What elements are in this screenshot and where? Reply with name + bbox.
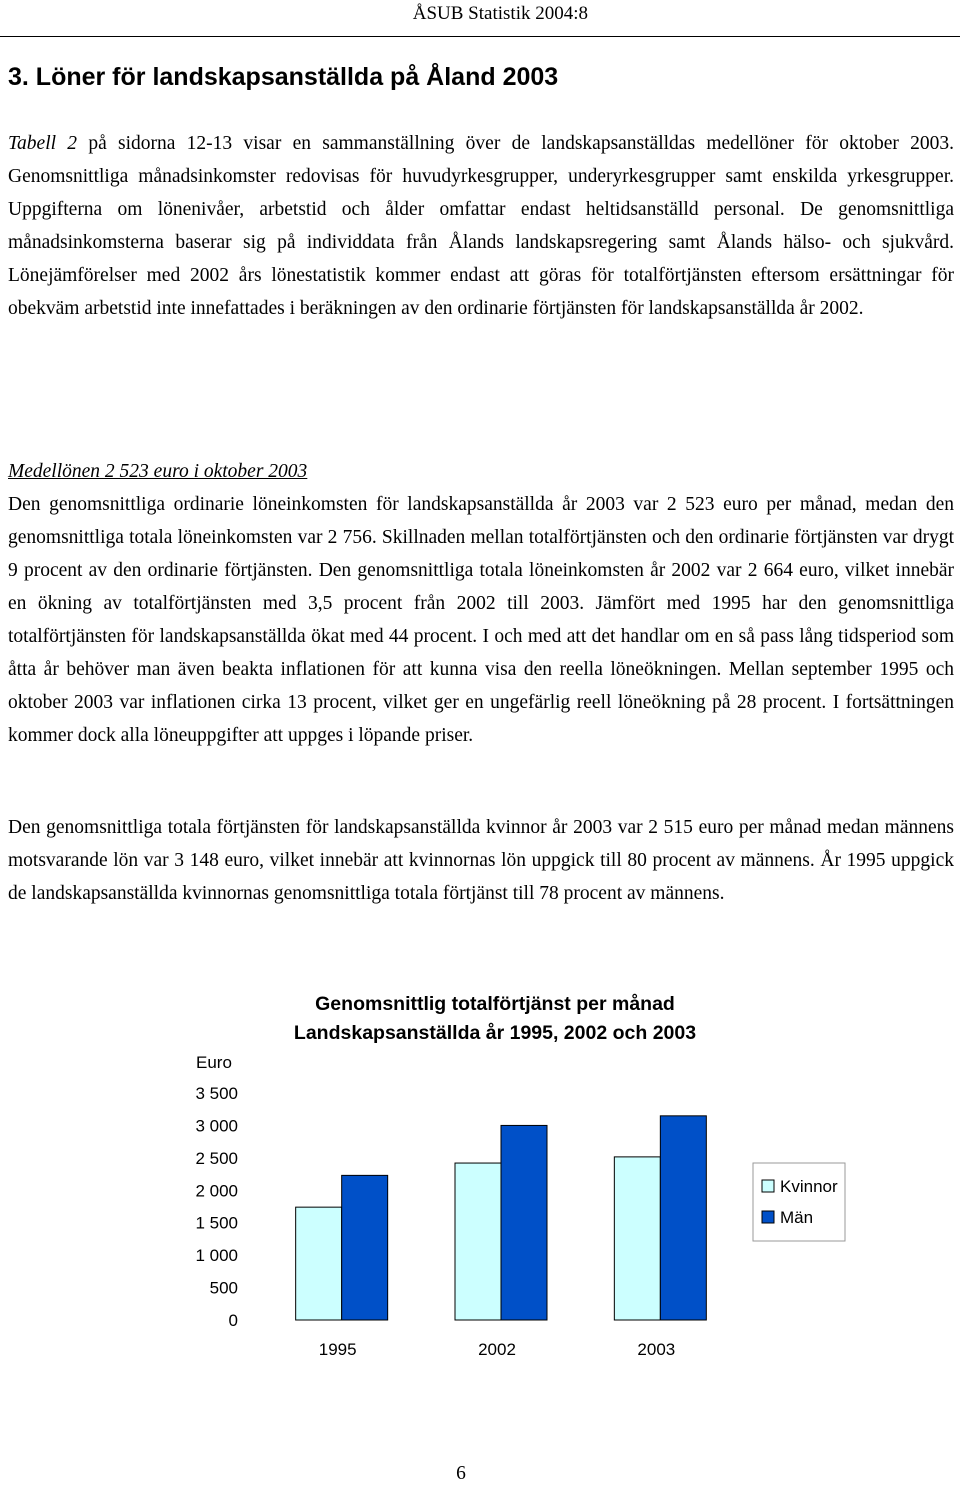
x-tick-label: 1995 — [318, 1340, 357, 1359]
y-tick-label: 3 500 — [195, 1084, 238, 1103]
x-tick-label: 2002 — [478, 1340, 516, 1359]
legend-swatch — [762, 1211, 774, 1223]
average-salary-heading: Medellönen 2 523 euro i oktober 2003 — [8, 461, 308, 482]
y-tick-label: 3 000 — [195, 1116, 238, 1136]
bar-kvinnor-2002 — [455, 1163, 501, 1320]
bar-mn-2003 — [660, 1116, 706, 1320]
y-tick-label: 1 000 — [195, 1246, 238, 1266]
bar-kvinnor-1995 — [296, 1207, 342, 1320]
bar-kvinnor-2003 — [614, 1157, 660, 1320]
legend-label: Kvinnor — [780, 1177, 838, 1196]
bar-mn-1995 — [342, 1175, 388, 1320]
chart-title: Genomsnittlig totalförtjänst per månad — [315, 993, 675, 1015]
y-tick-label: 1 500 — [195, 1213, 238, 1233]
y-tick-label: 2 000 — [195, 1181, 238, 1201]
bar-mn-2002 — [501, 1125, 547, 1320]
page-number: 6 — [456, 1463, 466, 1484]
running-header: ÅSUB Statistik 2004:8 — [412, 3, 588, 24]
intro-paragraph-text: på sidorna 12-13 visar en sammanställning över de landskapsanställdas medellöner för oktober 2003. Genomsnittliga månadsinkomster redovisas för huvudyrkesgrupper, underyrkesgrupper samt enskilda yrkesgrupper. Uppgifterna om lönenivåer, arbetstid och ålder omfattar endast heltidsanställd personal. De genomsnittliga månadsinkomsterna baserar sig på individdata från Ålands landskapsregering samt Ålands hälso- och sjukvård. Lönejämförelser med 2002 års lönestatistik kommer endast att göras för totalförtjänsten eftersom ersättningar för obekväm arbetstid inte innefattades i beräkningen av den ordinarie förtjänsten för landskapsanställda år 2002. — [8, 133, 954, 319]
table-reference: Tabell 2 — [8, 133, 78, 154]
y-axis-label: Euro — [196, 1053, 232, 1072]
section-heading: 3. Löner för landskapsanställda på Åland 2003 — [8, 63, 559, 91]
gender-comparison-paragraph: Den genomsnittliga totala förtjänsten för landskapsanställda kvinnor år 2003 var 2 515 euro per månad medan männens motsvarande lön var 3 148 euro, vilket innebär att kvinnornas lön uppgick till 80 procent av männens. År 1995 uppgick de landskapsanställda kvinnornas genomsnittliga totala förtjänst till 78 procent av männens. — [8, 817, 954, 904]
average-salary-paragraph — [8, 455, 954, 752]
x-tick-label: 2003 — [637, 1340, 676, 1359]
average-salary-text: Den genomsnittliga ordinarie löneinkomsten för landskapsanställda år 2003 var 2 523 euro per månad, medan den genomsnittliga totala löneinkomsten var 2 756. Skillnaden mellan totalförtjänsten och den ordinarie förtjänsten var drygt 9 procent av den ordinarie förtjänsten. Den genomsnittliga totala löneinkomsten år 2002 var 2 664 euro, vilket innebär en ökning av totalförtjänsten med 3,5 procent från 2002 till 2003. Jämfört med 1995 har den genomsnittliga totalförtjänsten för landskapsanställda ökat med 44 procent. I och med att det handlar om en så pass lång tidsperiod som åtta år behöver man även beakta inflationen för att kunna visa den reella löneökningen. Mellan september 1995 och oktober 2003 var inflationen cirka 13 procent, vilket ger en ungefärlig reell löneökning på 28 procent. I fortsättningen kommer dock alla löneuppgifter att uppges i löpande priser. — [8, 494, 954, 746]
header-rule — [0, 36, 960, 37]
chart-subtitle: Landskapsanställda år 1995, 2002 och 2003 — [293, 1022, 697, 1044]
legend-swatch — [762, 1180, 774, 1192]
y-tick-label: 2 500 — [195, 1148, 238, 1168]
y-tick-label: 0 — [228, 1311, 238, 1330]
intro-paragraph — [8, 127, 954, 325]
legend-box — [753, 1163, 845, 1241]
bar-chart — [0, 1040, 960, 1380]
legend-label: Män — [780, 1208, 814, 1227]
y-tick-label: 500 — [209, 1278, 238, 1298]
